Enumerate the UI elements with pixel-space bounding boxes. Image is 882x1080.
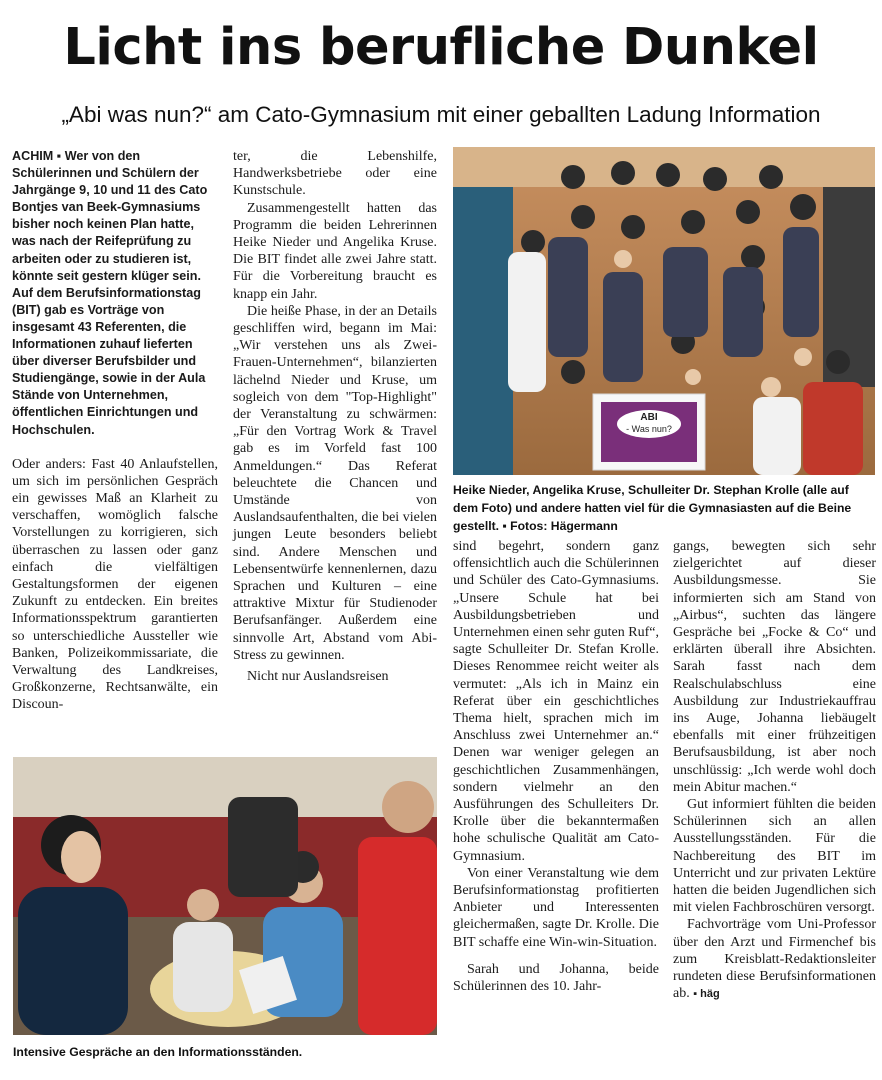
paragraph: Gut informiert fühlten die beiden Schülerinnen sich an allen Ausstellungsständen. Für die Nachbereitung des BIT im Unterricht und zur privaten Lektüre hatten die beiden Jugendlichen sich mit vielen Fachbroschüren versorgt.: [673, 797, 876, 916]
subheading-paragraph: Nicht nur Auslandsreisen: [247, 669, 389, 685]
article-headline: Licht ins berufliche Dunkel: [63, 18, 819, 77]
article-subheadline: „Abi was nun?“ am Cato-Gymnasium mit einer geballten Ladung Information: [61, 102, 821, 127]
column-4: [673, 538, 876, 1003]
group-photo: [453, 147, 875, 475]
paragraph: Die heiße Phase, in der an Details geschliffen wird, begann im Mai: „Wir verstehen uns als Zwei-Frauen-Unternehmen“, bilanzierten lächelnd Nieder und Kruse, um sogleich von dem "Top-Highlight" der Veranstaltung zu schwärmen: „Für den Vortrag Work & Travel gab es im Vorfeld fast 100 Anmeldungen.“ Das Referat beleuchtete die Chancen und Umstände von Auslandsaufenthalten, die bei vielen jungen Leute besonders beliebt sind. Andere Menschen und Lebensentwürfe kennenlernen, dazu Sprachen und Kulturen – eine attraktive Mixtur für Studienoder Berufsanfänger. Außerdem eine sinnvolle Art, Abstand vom Abi-Stress zu gewinnen.: [233, 303, 437, 663]
paragraph: Zusammengestellt hatten das Programm die beiden Lehrerinnen Heike Nieder und Angelika Kruse. Die BIT findet alle zwei Jahre statt. Für die Vorbereitung braucht es knapp ein Jahr.: [233, 200, 437, 302]
article-lead: [12, 148, 218, 439]
info-stand-photo-image: [13, 757, 437, 1035]
sign-text-1: ABI: [640, 412, 658, 423]
column-1: [12, 148, 218, 714]
paragraph: Sarah und Johanna, beide Schülerinnen des 10. Jahr-: [453, 961, 659, 995]
paragraph: gangs, bewegten sich sehr zielgerichtet auf dieser Ausbildungsmesse. Sie informierten sich am Stand von „Airbus“, suchten das längere Gespräche bei „Focke & Co“ und erklärten überall ihre Absichten. Sarah fasst nach dem Realschulabschluss eine Ausbildung zur Industriekauffrau ins Auge, Johanna liebäugelt ebenfalls mit einer frühzeitigen Berufsausbildung, ist aber noch unschlüssig: „Ich werde wohl doch mein Abitur machen.“: [673, 539, 876, 795]
paragraph: Oder anders: Fast 40 Anlaufstellen, um sich im persönlichen Gespräch ein gewisses Maß an Klarheit zu verschaffen, womöglich falsche Vorstellungen zu korrigieren, sich überraschen zu lassen oder ganz einfach die vielfältigen Gestaltungsformen der eigenen Zukunft zu entdecken. Ein breites Informationsspektrum garantierten so unterschiedliche Aussteller wie Banken, Polizeikommissariate, die Verwaltung des Landkreises, Großkonzerne, Rechtsanwälte, ein Discoun-: [12, 456, 218, 713]
column-2: [233, 148, 437, 685]
photo-caption-bottom: Intensive Gespräche an den Informationsständen.: [13, 1045, 303, 1059]
closing-text: Fachvorträge vom Uni-Professor über den Arzt und Firmenchef bis zum Kreisblatt-Redaktionsleiter rundeten diese Berufsinformationen ab.: [673, 917, 876, 1002]
group-photo-image: [453, 147, 875, 475]
paragraph: [673, 916, 876, 1003]
paragraph: Von einer Veranstaltung wie dem Berufsinformationstag profitierten Anbieter und Interessenten gleichermaßen, sagte Dr. Krolle. Die BIT schaffe eine Win-win-Situation.: [453, 865, 659, 950]
photo-caption-top: Heike Nieder, Angelika Kruse, Schulleiter Dr. Stephan Krolle (alle auf dem Foto) und andere hatten viel für die Gymnasiasten auf die Beine gestellt. ▪ Fotos: Hägermann: [453, 483, 852, 533]
paragraph: sind begehrt, sondern ganz offensichtlich auch die Schülerinnen und Schüler des Cato-Gymnasiums. „Unsere Schule hat bei Ausbildungsbetrieben und Unternehmen einen sehr guten Ruf“, sagte Schulleiter Dr. Stefan Krolle. Dieses Renommee reicht weiter als vermutet: „Als ich in Mainz ein Referat über ein geschichtliches Thema hielt, sprachen mich im Anschluss zwei Unternehmer an.“ Denen war weniger gelegen an geschichtlichen Zusammenhängen, sondern vielmehr an den Ausführungen des Schulleiters Dr. Krolle über die bekanntermaßen hohe schulische Qualität am Cato-Gymnasium.: [453, 539, 659, 864]
column-3: [453, 538, 659, 995]
paragraph: ter, die Lebenshilfe, Handwerksbetriebe oder eine Kunstschule.: [233, 149, 437, 199]
dateline: ACHIM ▪: [12, 149, 62, 163]
lead-text: Wer von den Schülerinnen und Schülern der Jahrgänge 9, 10 und 11 des Cato Bontjes van Beek-Gymnasiums bisher noch keinen Plan hatte, was nach der Reifeprüfung zu arbeiten oder zu studieren ist, könnte seit gestern klüger sein. Auf dem Berufsinformationstag (BIT) gab es Vorträge von insgesamt 43 Referenten, die Informationen zuhauf lieferten über diverser Berufsbilder und Studiengänge, sowie in der Aula Stände von Unternehmen, öffentlichen Einrichtungen und Hochschulen.: [12, 149, 208, 437]
info-stand-photo: [13, 757, 437, 1035]
author-initials: ▪ häg: [693, 988, 720, 1001]
sign-text-2: - Was nun?: [626, 424, 672, 434]
